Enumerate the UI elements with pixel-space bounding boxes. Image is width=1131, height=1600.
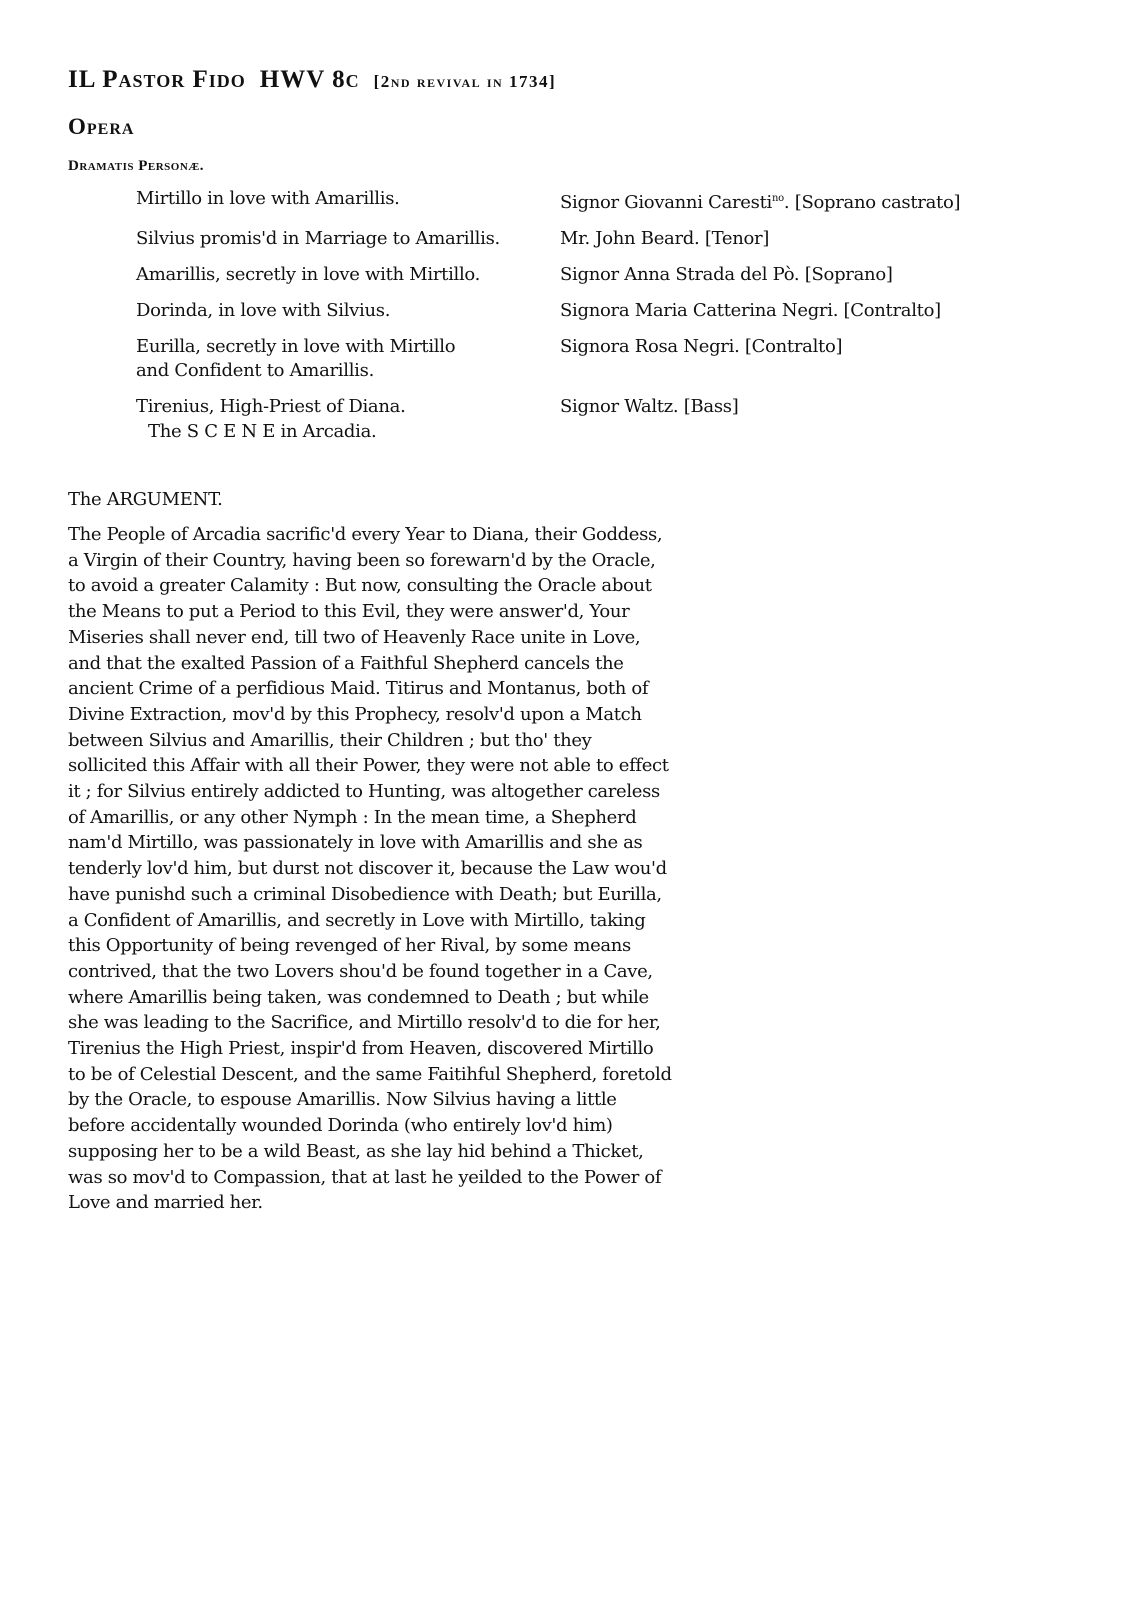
argument-text: [68, 522, 728, 1216]
argument-line: a Virgin of their Country, having been so forewarn'd by the Oracle,: [68, 549, 656, 571]
argument-heading: The ARGUMENT.: [68, 489, 223, 510]
revival-note: [2nd revival in 1734]: [373, 72, 557, 91]
cast-role: Tirenius, High-Priest of Diana.: [136, 396, 406, 417]
cast-role: Amarillis, secretly in love with Mirtillo.: [136, 264, 481, 285]
cast-role: Mirtillo in love with Amarillis.: [136, 188, 400, 209]
page-subtitle: Opera: [68, 114, 135, 139]
cast-row: [136, 395, 1116, 419]
argument-line: it ; for Silvius entirely addicted to Hunting, was altogether careless: [68, 781, 660, 803]
cast-singer: Signor Waltz. [Bass]: [560, 396, 739, 417]
cast-row: [136, 187, 1116, 215]
singer-voice: . [Soprano castrato]: [783, 192, 961, 213]
argument-line: before accidentally wounded Dorinda (who entirely lov'd him): [68, 1115, 613, 1137]
cast-singer: Signora Rosa Negri. [Contralto]: [560, 336, 843, 357]
argument-line: a Confident of Amarillis, and secretly in Love with Mirtillo, taking: [68, 909, 646, 931]
cast-list: [136, 187, 1116, 431]
argument-line: ancient Crime of a perfidious Maid. Titirus and Montanus, both of: [68, 678, 649, 700]
singer-superscript: no: [772, 193, 784, 204]
cast-singer: Mr. John Beard. [Tenor]: [560, 228, 770, 249]
cast-row: [136, 299, 1116, 323]
argument-line: she was leading to the Sacrifice, and Mirtillo resolv'd to die for her,: [68, 1012, 661, 1034]
argument-line: the Means to put a Period to this Evil, they were answer'd, Your: [68, 601, 630, 623]
argument-line: Tirenius the High Priest, inspir'd from Heaven, discovered Mirtillo: [68, 1038, 654, 1060]
argument-line: by the Oracle, to espouse Amarillis. Now Silvius having a little: [68, 1089, 617, 1111]
argument-line: sollicited this Affair with all their Power, they were not able to effect: [68, 755, 669, 777]
argument-line: contrived, that the two Lovers shou'd be found together in a Cave,: [68, 960, 653, 982]
argument-line: was so mov'd to Compassion, that at last he yeilded to the Power of: [68, 1166, 662, 1188]
argument-line: The People of Arcadia sacrific'd every Year to Diana, their Goddess,: [68, 524, 663, 545]
singer-name: Signor Giovanni Caresti: [560, 192, 772, 213]
argument-line: nam'd Mirtillo, was passionately in love with Amarillis and she as: [68, 832, 643, 854]
argument-line: Miseries shall never end, till two of Heavenly Race unite in Love,: [68, 626, 641, 648]
argument-line: supposing her to be a wild Beast, as she lay hid behind a Thicket,: [68, 1140, 644, 1162]
cast-role: Silvius promis'd in Marriage to Amarillis.: [136, 228, 500, 249]
cast-singer: [560, 187, 1116, 215]
argument-line: have punishd such a criminal Disobedience with Death; but Eurilla,: [68, 883, 662, 905]
argument-line: between Silvius and Amarillis, their Children ; but tho' they: [68, 729, 592, 751]
cast-row: [136, 227, 1116, 251]
argument-line: to be of Celestial Descent, and the same Faitihful Shepherd, foretold: [68, 1063, 672, 1085]
page-title: [68, 66, 556, 94]
argument-line: and that the exalted Passion of a Faithful Shepherd cancels the: [68, 652, 624, 674]
argument-line: tenderly lov'd him, but durst not discover it, because the Law wou'd: [68, 858, 667, 880]
argument-line: where Amarillis being taken, was condemned to Death ; but while: [68, 986, 649, 1008]
argument-line: Love and married her.: [68, 1192, 263, 1214]
argument-line: this Opportunity of being revenged of her Rival, by some means: [68, 935, 631, 957]
argument-line: Divine Extraction, mov'd by this Prophecy, resolv'd upon a Match: [68, 703, 642, 725]
cast-row: [136, 263, 1116, 287]
cast-role: Dorinda, in love with Silvius.: [136, 300, 391, 321]
scene-note: The S C E N E in Arcadia.: [148, 421, 377, 442]
argument-line: to avoid a greater Calamity : But now, consulting the Oracle about: [68, 575, 652, 597]
cast-singer: Signor Anna Strada del Pò. [Soprano]: [560, 264, 893, 285]
opera-title: IL Pastor Fido: [68, 66, 246, 93]
argument-line: of Amarillis, or any other Nymph : In the mean time, a Shepherd: [68, 806, 637, 828]
cast-singer: Signora Maria Catterina Negri. [Contralto]: [560, 300, 941, 321]
cast-role: Eurilla, secretly in love with Mirtillo and Confident to Amarillis.: [136, 336, 456, 381]
dramatis-personae-heading: Dramatis Personæ.: [68, 158, 205, 174]
catalogue-number: HWV 8c: [259, 66, 360, 93]
cast-row: [136, 335, 1116, 383]
